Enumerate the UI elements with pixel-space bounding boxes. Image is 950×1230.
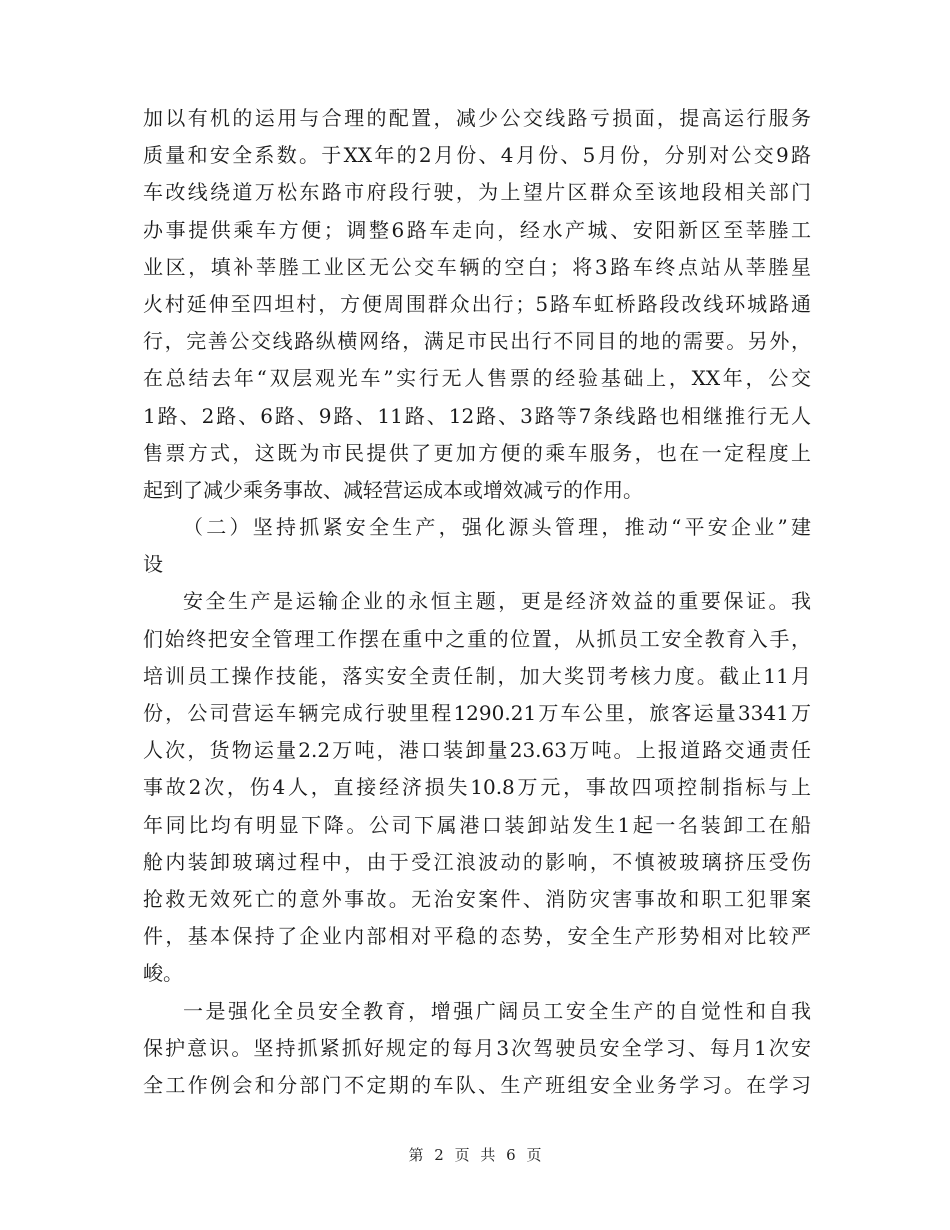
paragraph-line: 人次，货物运量2.2万吨，港口装卸量23.63万吨。上报道路交通责任 [143,738,811,763]
paragraph-line: 件，基本保持了企业内部相对平稳的态势，安全生产形势相对比较严 [143,924,811,949]
paragraph-line: 们始终把安全管理工作摆在重中之重的位置，从抓员工安全教育入手， [143,626,811,651]
paragraph-line: 峻。 [143,961,183,986]
paragraph-line: 份，公司营运车辆完成行驶里程1290.21万车公里，旅客运量3341万 [143,701,811,725]
section-heading-line: （二）坚持抓紧安全生产，强化源头管理，推动“平安企业”建 [183,515,811,540]
paragraph-line: 保护意识。坚持抓紧抓好规定的每月3次驾驶员安全学习、每月1次安 [143,1035,811,1060]
paragraph-line: 培训员工操作技能，落实安全责任制，加大奖罚考核力度。截止11月 [143,663,811,688]
paragraph-line: 售票方式，这既为市民提供了更加方便的乘车服务，也在一定程度上 [143,440,811,465]
paragraph-line: 年同比均有明显下降。公司下属港口装卸站发生1起一名装卸工在船 [143,812,811,837]
paragraph-line: 事故2次，伤4人，直接经济损失10.8万元，事故四项控制指标与上 [143,775,811,800]
paragraph-line: 办事提供乘车方便；调整6路车走向，经水产城、安阳新区至莘塍工 [143,217,811,242]
paragraph-line: 起到了减少乘务事故、减轻营运成本或增效减亏的作用。 [143,477,643,502]
paragraph-line: 质量和安全系数。于XX年的2月份、4月份、5月份，分别对公交9路 [143,143,811,168]
paragraph-line: 安全生产是运输企业的永恒主题，更是经济效益的重要保证。我 [183,589,811,614]
paragraph-line: 火村延伸至四坦村，方便周围群众出行；5路车虹桥路段改线环城路通 [143,291,811,316]
paragraph-line: 全工作例会和分部门不定期的车队、生产班组安全业务学习。在学习 [143,1072,811,1097]
paragraph-line: 在总结去年“双层观光车”实行无人售票的经验基础上，XX年，公交 [143,366,811,391]
paragraph-line: 一是强化全员安全教育，增强广阔员工安全生产的自觉性和自我 [183,998,811,1023]
body-text [143,100,811,1104]
paragraph-line: 舱内装卸玻璃过程中，由于受江浪波动的影响，不慎被玻璃挤压受伤 [143,849,811,874]
page-footer: 第 2 页 共 6 页 [408,1146,542,1164]
paragraph-line: 设 [143,552,163,577]
paragraph-line: 车改线绕道万松东路市府段行驶，为上望片区群众至该地段相关部门 [143,180,811,205]
paragraph-line: 业区，填补莘塍工业区无公交车辆的空白；将3路车终点站从莘塍星 [143,254,811,279]
paragraph-line: 加以有机的运用与合理的配置，减少公交线路亏损面，提高运行服务 [143,106,811,130]
paragraph-line: 抢救无效死亡的意外事故。无治安案件、消防灾害事故和职工犯罪案 [143,886,811,911]
paragraph-line: 行，完善公交线路纵横网络，满足市民出行不同目的地的需要。另外， [143,329,811,354]
paragraph-line: 1路、2路、6路、9路、11路、12路、3路等7条线路也相继推行无人 [143,403,811,428]
